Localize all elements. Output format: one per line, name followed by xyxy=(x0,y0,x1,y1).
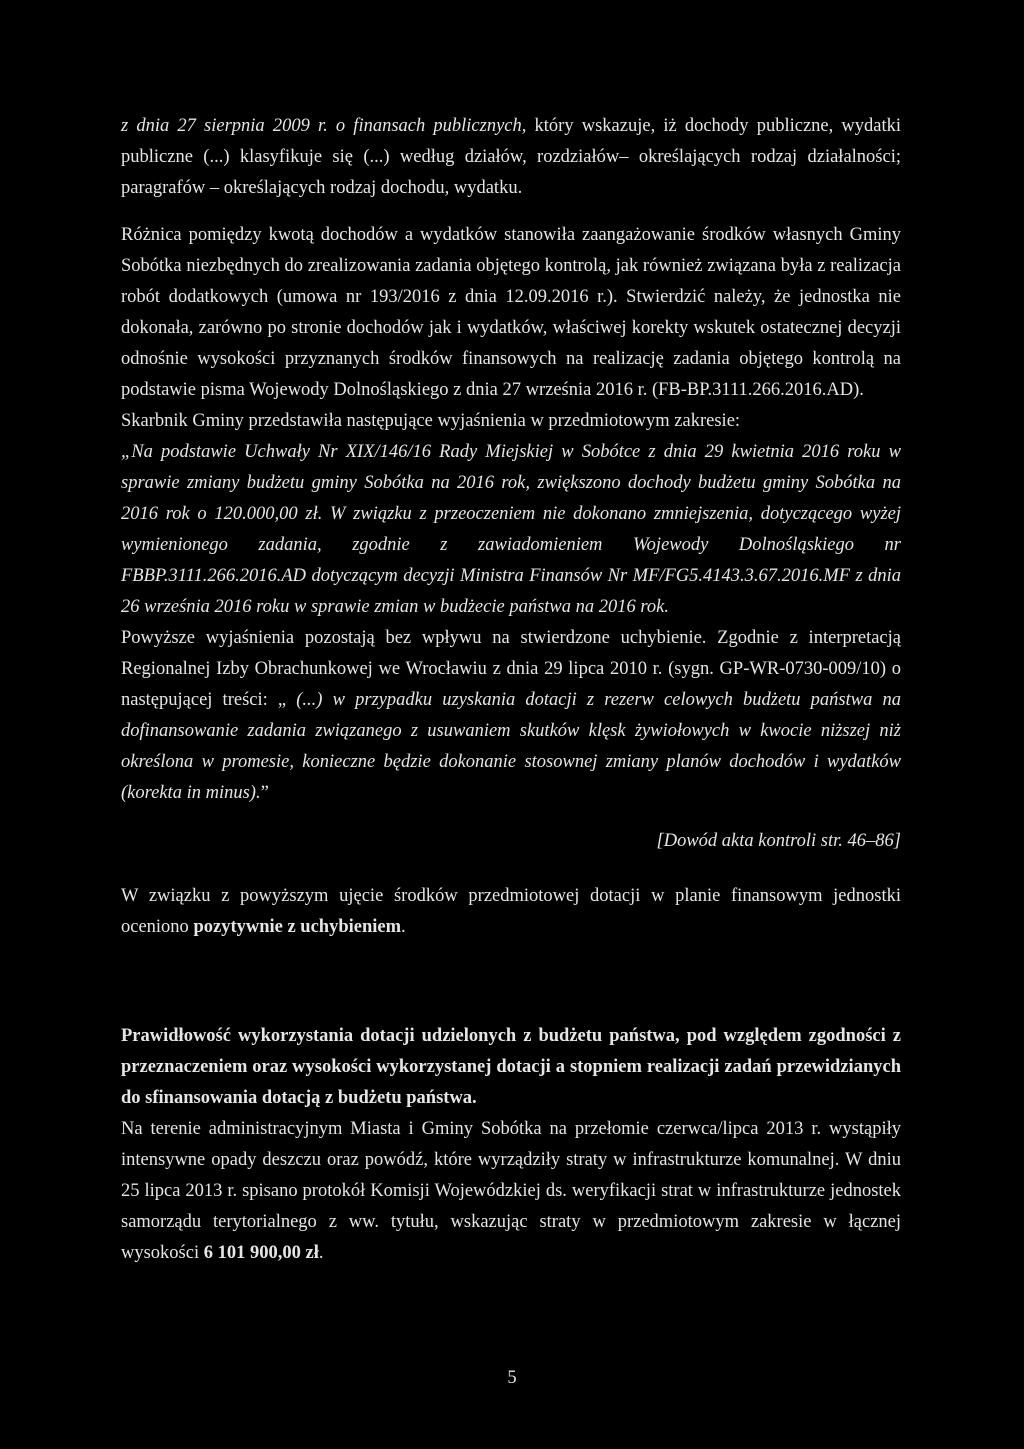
difference-paragraph xyxy=(121,220,901,809)
quote-close: ” xyxy=(260,783,269,803)
flood-text: Na terenie administracyjnym Miasta i Gminy Sobótka na przełomie czerwca/lipca 2013 r. wystąpiły intensywne opady deszczu oraz powódź, które wyrządziły straty w infrastrukturze komunalnej. W dniu 25 lipca 2013 r. spisano protokół Komisji Wojewódzkiej ds. weryfikacji strat w infrastrukturze jednostek samorządu terytorialnego z ww. tytułu, wskazując straty w przedmiotowym zakresie w łącznej wysokości xyxy=(121,1119,901,1263)
flood-text-end: . xyxy=(318,1243,324,1263)
act-reference: z dnia 27 sierpnia 2009 r. o finansach publicznych, xyxy=(121,116,527,136)
treasurer-intro: Skarbnik Gminy przedstawiła następujące wyjaśnienia w przedmiotowym zakresie: xyxy=(121,411,741,431)
conclusion-end: . xyxy=(401,917,406,937)
conclusion-text: W związku z powyższym ujęcie środków przedmiotowej dotacji w planie finansowym jednostki oceniono xyxy=(121,886,901,937)
page-number: 5 xyxy=(507,1368,517,1388)
subsidy-section xyxy=(121,1021,901,1269)
rio-quote: (...) w przypadku uzyskania dotacji z rezerw celowych budżetu państwa na dofinansowanie zadania związanego z usuwaniem skutków klęsk żywiołowych w kwocie niższej niż określona w promesie, konieczne będzie dokonanie stosownej zmiany planów dochodów i wydatków (korekta in minus). xyxy=(121,690,901,803)
conclusion-paragraph xyxy=(121,881,901,943)
assessment-text: Powyższe wyjaśnienia pozostają bez wpływu na stwierdzone uchybienie. Zgodnie z interpretacją Regionalnej Izby Obrachunkowej we Wrocławiu z dnia 29 lipca 2010 r. (sygn. GP-WR-0730-009/10) o następującej treści: „ xyxy=(121,628,901,710)
section-heading: Prawidłowość wykorzystania dotacji udzielonych z budżetu państwa, pod względem zgodności z przeznaczeniem oraz wysokości wykorzystanej dotacji a stopniem realizacji zadań przewidzianych do sfinansowania dotacją z budżetu państwa. xyxy=(121,1026,901,1108)
treasurer-explanation: „Na podstawie Uchwały Nr XIX/146/16 Rady Miejskiej w Sobótce z dnia 29 kwietnia 2016 roku w sprawie zmiany budżetu gminy Sobótka na 2016 rok, zwiększono dochody budżetu gminy Sobótka na 2016 rok o 120.000,00 zł. W związku z przeoczeniem nie dokonano zmniejszenia, dotyczącego wyżej wymienionego zadania, zgodnie z zawiadomieniem Wojewody Dolnośląskiego nr FBBP.3111.266.2016.AD dotyczącym decyzji Ministra Finansów Nr MF/FG5.4143.3.67.2016.MF z dnia 26 września 2016 roku w sprawie zmian w budżecie państwa na 2016 rok. xyxy=(121,442,901,617)
loss-amount: 6 101 900,00 zł xyxy=(203,1243,319,1263)
intro-paragraph xyxy=(121,111,901,204)
difference-text: Różnica pomiędzy kwotą dochodów a wydatków stanowiła zaangażowanie środków własnych Gminy Sobótka niezbędnych do zrealizowania zadania objętego kontrolą, jak również związana była z realizacja robót dodatkowych (umowa nr 193/2016 z dnia 12.09.2016 r.). Stwierdzić należy, że jednostka nie dokonała, zarówno po stronie dochodów jak i wydatków, właściwej korekty wskutek ostatecznej decyzji odnośnie wysokości przyznanych środków finansowych na realizację zadania objętego kontrolą na podstawie pisma Wojewody Dolnośląskiego z dnia 27 września 2016 r. (FB-BP.3111.266.2016.AD). xyxy=(121,225,901,400)
conclusion-rating: pozytywnie z uchybieniem xyxy=(193,917,402,937)
intro-text: który wskazuje, iż dochody publiczne, wydatki publiczne (...) klasyfikuje się (...) według działów, rozdziałów– określających rodzaj działalności; paragrafów – określających rodzaj dochodu, wydatku. xyxy=(121,116,901,198)
evidence-reference: [Dowód akta kontroli str. 46–86] xyxy=(656,831,901,851)
